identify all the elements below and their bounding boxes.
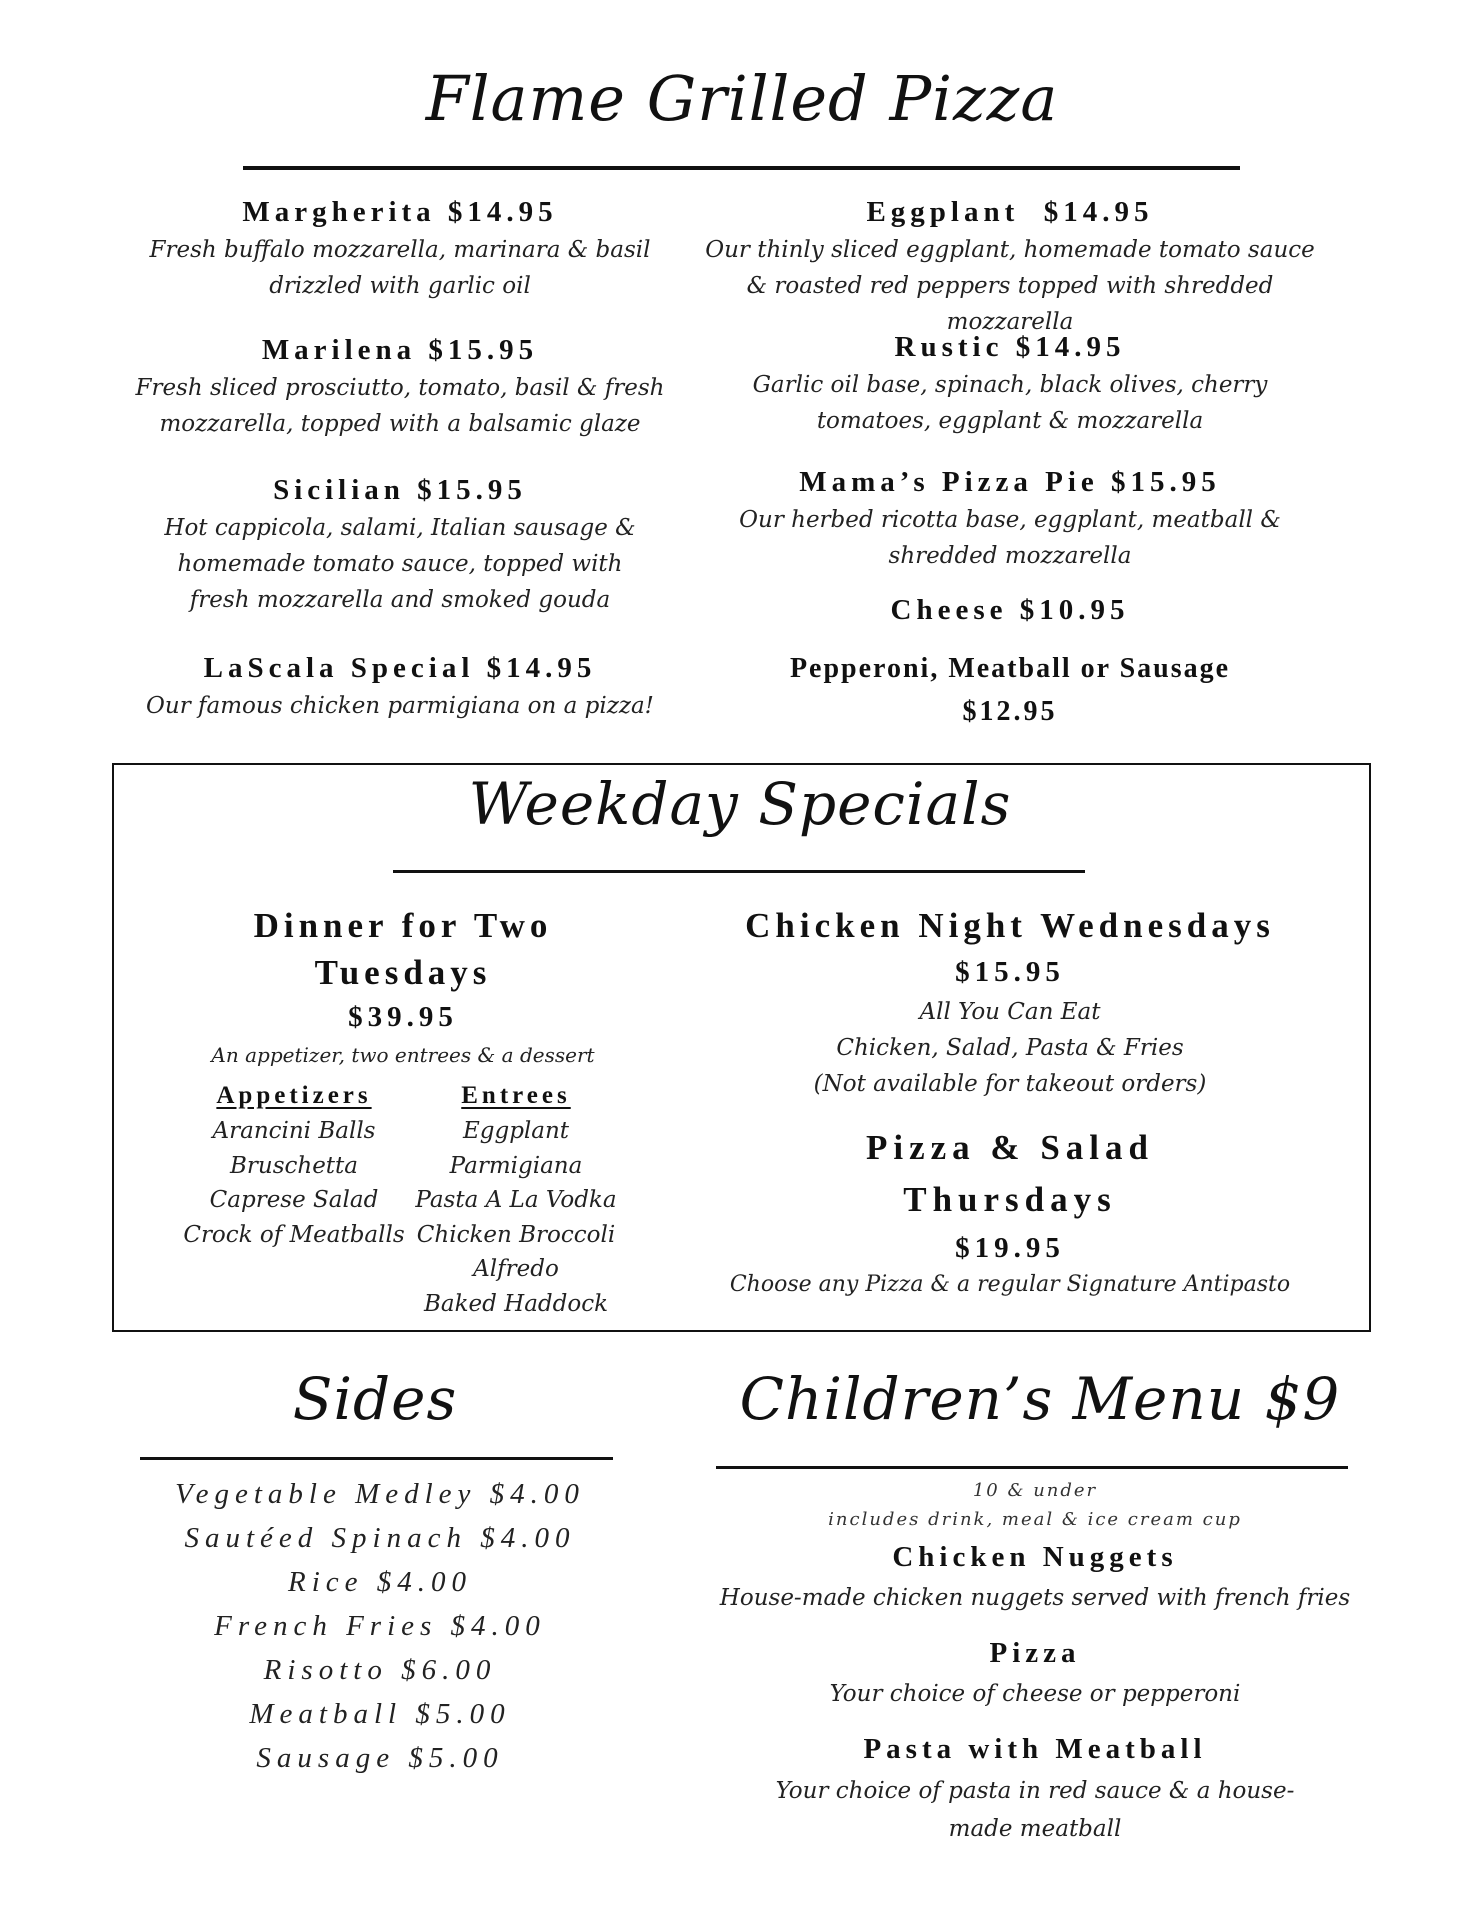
children-item-name: Pizza — [989, 1637, 1081, 1669]
pizza-item — [690, 462, 1330, 590]
side-item: Meatball $5.00 — [249, 1698, 511, 1730]
appetizer-item: Arancini Balls — [212, 1118, 376, 1144]
entree-item: Eggplant — [462, 1118, 570, 1144]
weekday-heading-rule — [393, 870, 1085, 873]
appetizer-item: Crock of Meatballs — [183, 1221, 405, 1248]
pizza-item-name: Marilena $15.95 — [261, 334, 539, 366]
wednesday-line: Chicken, Salad, Pasta & Fries — [836, 1035, 1184, 1061]
pizza-item-name: LaScala Special $14.95 — [203, 652, 597, 684]
pizza-item-desc: Our thinly sliced eggplant, homemade tomato sauce & roasted red peppers topped with shredded mozzarella — [705, 237, 1315, 335]
pizza-right-column — [690, 192, 1330, 734]
wednesday-title: Chicken Night Wednesdays — [745, 906, 1275, 945]
thursday-price: $19.95 — [955, 1232, 1065, 1264]
pizza-item — [690, 327, 1330, 462]
children-item-desc: Your choice of cheese or pepperoni — [829, 1681, 1241, 1707]
pizza-item — [690, 648, 1330, 734]
sides-heading: Sides — [292, 1365, 458, 1433]
thursday-title-line2: Thursdays — [903, 1180, 1117, 1219]
pizza-item-desc: Fresh buffalo mozzarella, marinara & basil drizzled with garlic oil — [149, 237, 651, 299]
entree-item: Baked Haddock — [423, 1290, 609, 1317]
pizza-item-name: Mama’s Pizza Pie $15.95 — [799, 466, 1221, 498]
children-item-name: Chicken Nuggets — [892, 1541, 1178, 1573]
thursday-special — [680, 1122, 1340, 1300]
pizza-item — [690, 590, 1330, 648]
side-item: Vegetable Medley $4.00 — [175, 1478, 585, 1510]
pizza-item-desc: Our herbed ricotta base, eggplant, meatball & shredded mozzarella — [739, 507, 1281, 569]
tuesday-note: An appetizer, two entrees & a dessert — [211, 1043, 595, 1067]
children-menu — [710, 1476, 1360, 1848]
children-heading-rule — [716, 1466, 1348, 1469]
pizza-item — [690, 192, 1330, 335]
entree-item: Parmigiana — [449, 1152, 583, 1179]
pizza-item-name: Cheese $10.95 — [890, 594, 1130, 626]
thursday-title-line1: Pizza & Salad — [866, 1128, 1154, 1167]
children-item-desc: House-made chicken nuggets served with french fries — [719, 1585, 1351, 1611]
entrees-list — [406, 1078, 626, 1321]
pizza-item-name: Rustic $14.95 — [894, 331, 1126, 363]
children-item-name: Pasta with Meatball — [863, 1733, 1207, 1765]
entree-item: Alfredo — [473, 1256, 559, 1282]
wednesday-line: (Not available for takeout orders) — [813, 1071, 1207, 1097]
pizza-item-name: Margherita $14.95 — [242, 196, 558, 228]
wednesday-special — [680, 902, 1340, 1102]
sides-list — [120, 1472, 640, 1780]
pizza-item-name: Sicilian $15.95 — [273, 474, 527, 506]
children-includes: includes drink, meal & ice cream cup — [828, 1509, 1242, 1530]
sides-heading-rule — [140, 1457, 613, 1460]
children-item-desc: Your choice of pasta in red sauce & a house-made meatball — [775, 1778, 1295, 1842]
weekday-heading: Weekday Specials — [468, 770, 1012, 838]
pizza-item-desc: Fresh sliced prosciutto, tomato, basil & fresh mozzarella, topped with a balsamic glaze — [135, 375, 665, 437]
pizza-item-desc: Our famous chicken parmigiana on a pizza! — [146, 693, 654, 719]
pizza-item — [130, 192, 670, 330]
pizza-combo-name: Pepperoni, Meatball or Sausage — [789, 653, 1231, 684]
pizza-heading: Flame Grilled Pizza — [425, 62, 1059, 135]
entree-item: Pasta A La Vodka — [415, 1187, 617, 1213]
appetizer-item: Caprese Salad — [209, 1187, 379, 1213]
pizza-item — [130, 648, 670, 724]
pizza-heading-rule — [243, 166, 1240, 170]
pizza-combo-price: $12.95 — [962, 696, 1058, 727]
pizza-item-desc: Hot cappicola, salami, Italian sausage & homemade tomato sauce, topped with fresh mozzarella and smoked gouda — [164, 515, 636, 613]
pizza-item — [130, 330, 670, 470]
side-item: Risotto $6.00 — [263, 1654, 497, 1686]
tuesday-title-line1: Dinner for Two — [253, 906, 553, 945]
entree-item: Chicken Broccoli — [416, 1221, 616, 1248]
side-item: Sautéed Spinach $4.00 — [184, 1522, 576, 1554]
pizza-item-desc: Garlic oil base, spinach, black olives, cherry tomatoes, eggplant & mozzarella — [752, 372, 1268, 434]
side-item: French Fries $4.00 — [214, 1610, 546, 1642]
side-item: Sausage $5.00 — [256, 1742, 504, 1774]
appetizer-item: Bruschetta — [229, 1152, 359, 1179]
tuesday-price: $39.95 — [348, 1001, 458, 1033]
entrees-label: Entrees — [461, 1082, 571, 1109]
tuesday-special — [150, 902, 656, 1072]
side-item: Rice $4.00 — [287, 1566, 472, 1598]
wednesday-line: All You Can Eat — [919, 999, 1101, 1025]
thursday-note: Choose any Pizza & a regular Signature Antipasto — [729, 1272, 1291, 1297]
pizza-item — [130, 470, 670, 648]
tuesday-title-line2: Tuesdays — [314, 953, 492, 992]
children-heading: Children’s Menu $9 — [739, 1365, 1341, 1433]
pizza-item-name: Eggplant $14.95 — [866, 196, 1154, 228]
wednesday-price: $15.95 — [955, 956, 1065, 988]
children-age: 10 & under — [972, 1480, 1098, 1501]
pizza-left-column — [130, 192, 670, 724]
appetizers-label: Appetizers — [216, 1082, 372, 1109]
appetizers-list — [176, 1078, 412, 1252]
